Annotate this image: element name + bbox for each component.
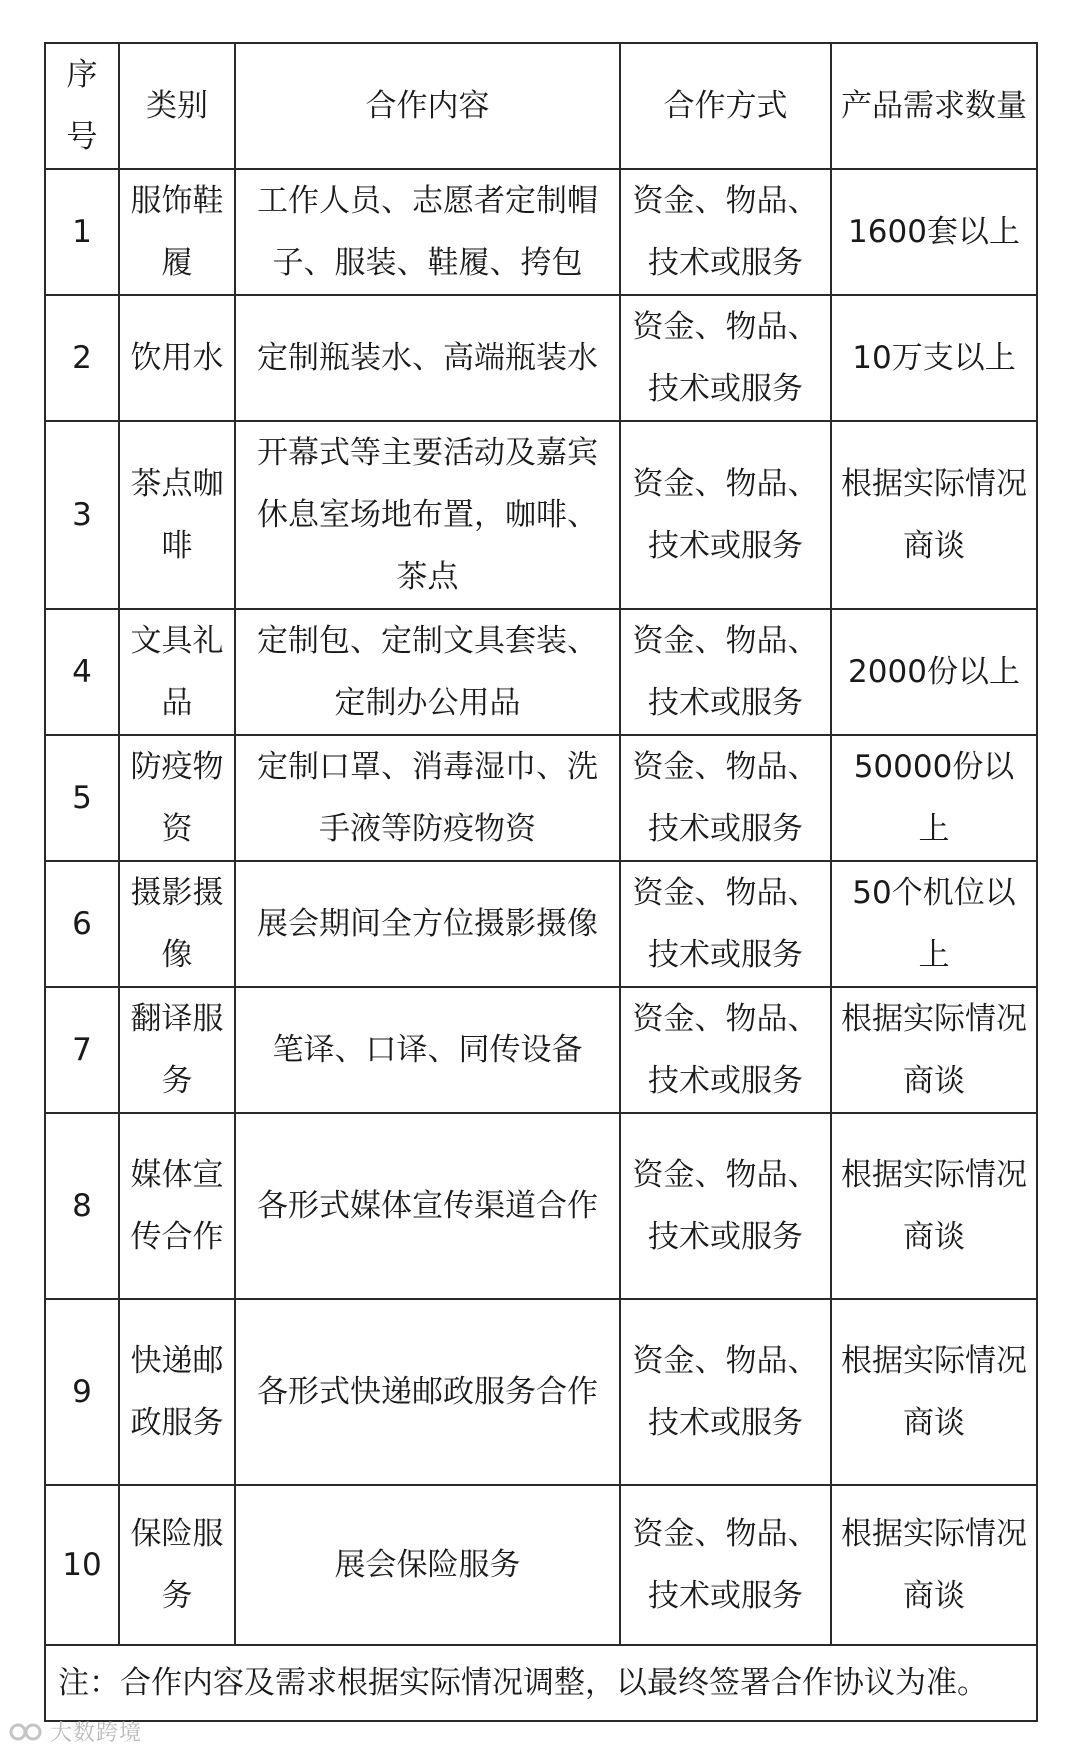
row-quantity: 根据实际情况商谈	[831, 987, 1037, 1113]
row-quantity: 1600套以上	[831, 169, 1037, 295]
row-method: 资金、物品、技术或服务	[620, 735, 831, 861]
table-row	[45, 295, 1037, 421]
table-row	[45, 1299, 1037, 1485]
row-category: 文具礼品	[119, 609, 235, 735]
row-content: 定制包、定制文具套装、定制办公用品	[235, 609, 620, 735]
row-category: 保险服务	[119, 1485, 235, 1645]
row-quantity: 50个机位以上	[831, 861, 1037, 987]
header-method: 合作方式	[620, 43, 831, 169]
row-index: 10	[45, 1485, 119, 1645]
row-index: 7	[45, 987, 119, 1113]
row-method: 资金、物品、技术或服务	[620, 609, 831, 735]
row-content: 笔译、口译、同传设备	[235, 987, 620, 1113]
row-index: 1	[45, 169, 119, 295]
row-index: 4	[45, 609, 119, 735]
row-quantity: 根据实际情况商谈	[831, 1299, 1037, 1485]
row-content: 展会保险服务	[235, 1485, 620, 1645]
row-quantity: 50000份以上	[831, 735, 1037, 861]
table-row	[45, 861, 1037, 987]
table-note: 注：合作内容及需求根据实际情况调整，以最终签署合作协议为准。	[45, 1645, 1037, 1721]
row-content: 定制口罩、消毒湿巾、洗手液等防疫物资	[235, 735, 620, 861]
row-quantity: 10万支以上	[831, 295, 1037, 421]
row-content: 展会期间全方位摄影摄像	[235, 861, 620, 987]
row-content: 开幕式等主要活动及嘉宾休息室场地布置，咖啡、茶点	[235, 421, 620, 609]
table-row	[45, 987, 1037, 1113]
row-index: 3	[45, 421, 119, 609]
header-content: 合作内容	[235, 43, 620, 169]
table-header-row	[45, 43, 1037, 169]
row-category: 防疫物资	[119, 735, 235, 861]
row-content: 工作人员、志愿者定制帽子、服装、鞋履、挎包	[235, 169, 620, 295]
row-method: 资金、物品、技术或服务	[620, 295, 831, 421]
row-category: 饮用水	[119, 295, 235, 421]
table-row	[45, 735, 1037, 861]
row-index: 5	[45, 735, 119, 861]
table-row	[45, 421, 1037, 609]
row-index: 2	[45, 295, 119, 421]
row-method: 资金、物品、技术或服务	[620, 1299, 831, 1485]
row-method: 资金、物品、技术或服务	[620, 861, 831, 987]
row-category: 媒体宣传合作	[119, 1113, 235, 1299]
table-row	[45, 1485, 1037, 1645]
row-method: 资金、物品、技术或服务	[620, 169, 831, 295]
table-row	[45, 1113, 1037, 1299]
table-row	[45, 169, 1037, 295]
row-method: 资金、物品、技术或服务	[620, 987, 831, 1113]
row-index: 9	[45, 1299, 119, 1485]
row-quantity: 根据实际情况商谈	[831, 1485, 1037, 1645]
row-category: 服饰鞋履	[119, 169, 235, 295]
row-category: 翻译服务	[119, 987, 235, 1113]
row-quantity: 根据实际情况商谈	[831, 1113, 1037, 1299]
header-quantity: 产品需求数量	[831, 43, 1037, 169]
row-content: 各形式媒体宣传渠道合作	[235, 1113, 620, 1299]
header-category: 类别	[119, 43, 235, 169]
row-index: 8	[45, 1113, 119, 1299]
watermark	[8, 1716, 142, 1747]
row-content: 各形式快递邮政服务合作	[235, 1299, 620, 1485]
row-category: 茶点咖啡	[119, 421, 235, 609]
watermark-text: 大数跨境	[50, 1721, 143, 1746]
row-category: 摄影摄像	[119, 861, 235, 987]
row-method: 资金、物品、技术或服务	[620, 1485, 831, 1645]
cooperation-table	[44, 42, 1038, 1722]
row-method: 资金、物品、技术或服务	[620, 421, 831, 609]
row-category: 快递邮政服务	[119, 1299, 235, 1485]
watermark-logo-icon	[8, 1721, 46, 1743]
row-quantity: 2000份以上	[831, 609, 1037, 735]
row-index: 6	[45, 861, 119, 987]
table-row	[45, 609, 1037, 735]
row-method: 资金、物品、技术或服务	[620, 1113, 831, 1299]
header-index: 序号	[45, 43, 119, 169]
note-row	[45, 1645, 1037, 1721]
row-content: 定制瓶装水、高端瓶装水	[235, 295, 620, 421]
row-quantity: 根据实际情况商谈	[831, 421, 1037, 609]
